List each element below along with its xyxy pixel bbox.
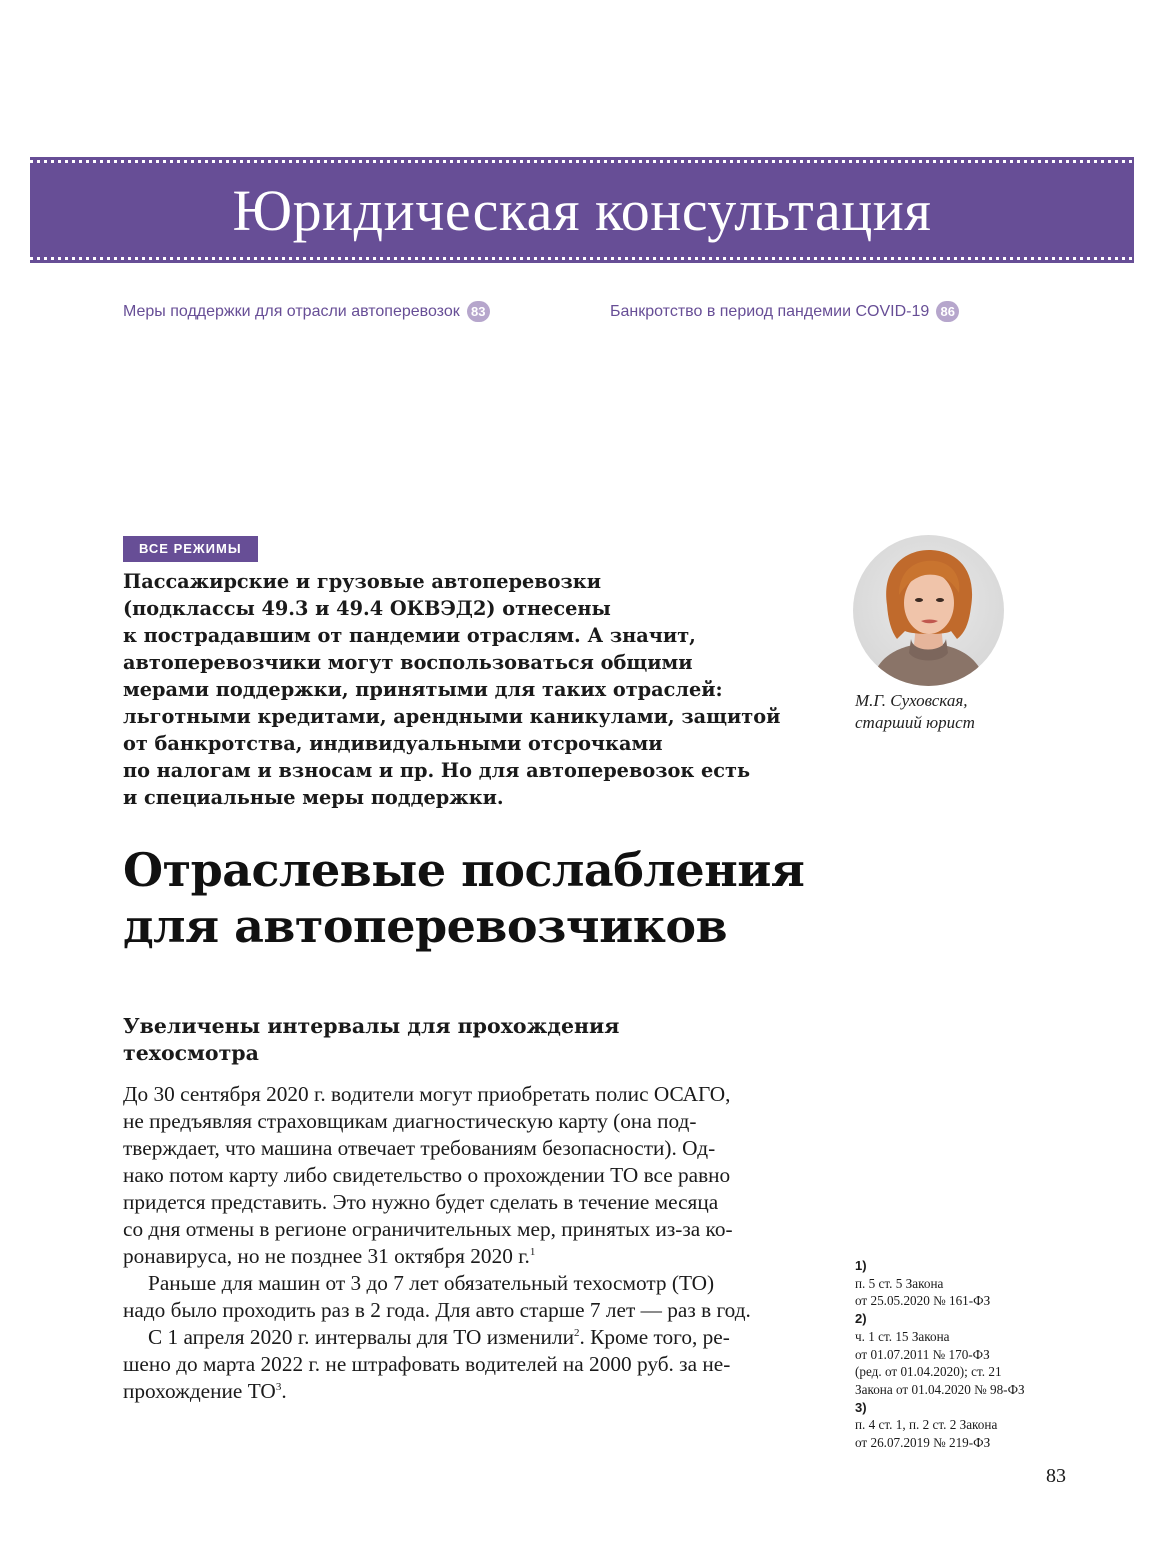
lead-line: к пострадавшим от пандемии отраслям. А значит, (123, 624, 696, 647)
footnote-line: от 26.07.2019 № 219-ФЗ (855, 1435, 991, 1451)
author-role: старший юрист (855, 713, 975, 732)
lead-paragraph (123, 568, 823, 811)
footnote-number: 3) (855, 1399, 867, 1415)
nav-link-label: Банкротство в период пандемии COVID-19 (610, 302, 930, 320)
lead-line: льготными кредитами, арендными каникулами, защитой (123, 705, 781, 728)
body-text-fragment: С 1 апреля 2020 г. интервалы для ТО изменили (148, 1325, 574, 1349)
title-line: для автоперевозчиков (123, 899, 728, 953)
lead-line: мерами поддержки, принятыми для таких отраслей: (123, 678, 723, 701)
footnote-line (855, 1257, 1025, 1292)
body-line (123, 1324, 803, 1351)
footnote-line: от 25.05.2020 № 161-ФЗ (855, 1293, 991, 1309)
lead-line: от банкротства, индивидуальными отсрочками (123, 732, 663, 755)
lead-line: (подклассы 49.3 и 49.4 ОКВЭД2) отнесены (123, 597, 611, 620)
body-line: нако потом карту либо свидетельство о прохождении ТО все равно (123, 1163, 731, 1187)
author-caption (855, 690, 975, 734)
body-text-fragment: ронавируса, но не позднее 31 октября 2020 г. (123, 1244, 530, 1268)
body-line: тверждает, что машина отвечает требованиям безопасности). Од- (123, 1136, 716, 1160)
nav-link-label: Меры поддержки для отрасли автоперевозок (123, 302, 460, 320)
author-name: М.Г. Суховская, (855, 691, 968, 710)
footnote-number: 2) (855, 1311, 867, 1327)
body-line (123, 1378, 803, 1405)
footnote-ref[interactable]: 1 (529, 1245, 536, 1258)
body-line: придется представить. Это нужно будет сделать в течение месяца (123, 1190, 719, 1214)
page-number: 83 (1046, 1465, 1066, 1487)
footnote-line: (ред. от 01.04.2020); ст. 21 (855, 1364, 1002, 1380)
lead-line: и специальные меры поддержки. (123, 786, 504, 809)
article-body (123, 1081, 803, 1405)
footnote-ref[interactable]: 2 (573, 1326, 580, 1339)
body-text-fragment: . Кроме того, ре- (579, 1325, 730, 1349)
body-line: шено до марта 2022 г. не штрафовать водителей на 2000 руб. за не- (123, 1352, 731, 1376)
lead-line: Пассажирские и грузовые автоперевозки (123, 570, 602, 593)
footnote-line (855, 1310, 1025, 1345)
footnote-text: ч. 1 ст. 15 Закона (855, 1328, 950, 1344)
section-banner (30, 157, 1134, 263)
body-line: Раньше для машин от 3 до 7 лет обязательный техосмотр (ТО) (148, 1271, 715, 1295)
footnote-text: п. 5 ст. 5 Закона (855, 1275, 944, 1291)
page-ref-badge: 83 (467, 301, 490, 322)
page-ref-badge: 86 (936, 301, 959, 322)
footnote-text: п. 4 ст. 1, п. 2 ст. 2 Закона (855, 1417, 998, 1433)
footnotes (855, 1257, 1025, 1452)
subhead-line: техосмотра (123, 1041, 259, 1065)
footnote-line (855, 1399, 1025, 1434)
footnote-number: 1) (855, 1258, 867, 1273)
author-portrait-icon (853, 535, 1004, 686)
section-title: Юридическая консультация (232, 178, 932, 243)
body-text-fragment: прохождение ТО (123, 1379, 276, 1403)
article-title (123, 842, 804, 954)
lead-line: по налогам и взносам и пр. Но для автоперевозок есть (123, 759, 751, 782)
body-line: со дня отмены в регионе ограничительных мер, принятых из-за ко- (123, 1217, 733, 1241)
body-text-fragment: . (281, 1379, 287, 1403)
lead-line: автоперевозчики могут воспользоваться общими (123, 651, 693, 674)
nav-link-support-measures[interactable] (123, 301, 490, 322)
nav-link-bankruptcy[interactable] (610, 301, 959, 322)
body-line (123, 1243, 803, 1270)
footnote-line: Закона от 01.04.2020 № 98-ФЗ (855, 1381, 1025, 1397)
subhead-line: Увеличены интервалы для прохождения (123, 1014, 620, 1038)
regime-tag: ВСЕ РЕЖИМЫ (123, 536, 258, 562)
body-line: надо было проходить раз в 2 года. Для авто старше 7 лет — раз в год. (123, 1298, 751, 1322)
footnote-ref[interactable]: 3 (275, 1380, 282, 1393)
section-subheading (123, 1013, 619, 1067)
footnote-line: от 01.07.2011 № 170-ФЗ (855, 1346, 990, 1362)
title-line: Отраслевые послабления (123, 843, 805, 897)
author-photo (853, 535, 1004, 686)
body-line: не предъявляя страховщикам диагностическую карту (она под- (123, 1109, 697, 1133)
body-line: До 30 сентября 2020 г. водители могут приобретать полис ОСАГО, (123, 1082, 731, 1106)
